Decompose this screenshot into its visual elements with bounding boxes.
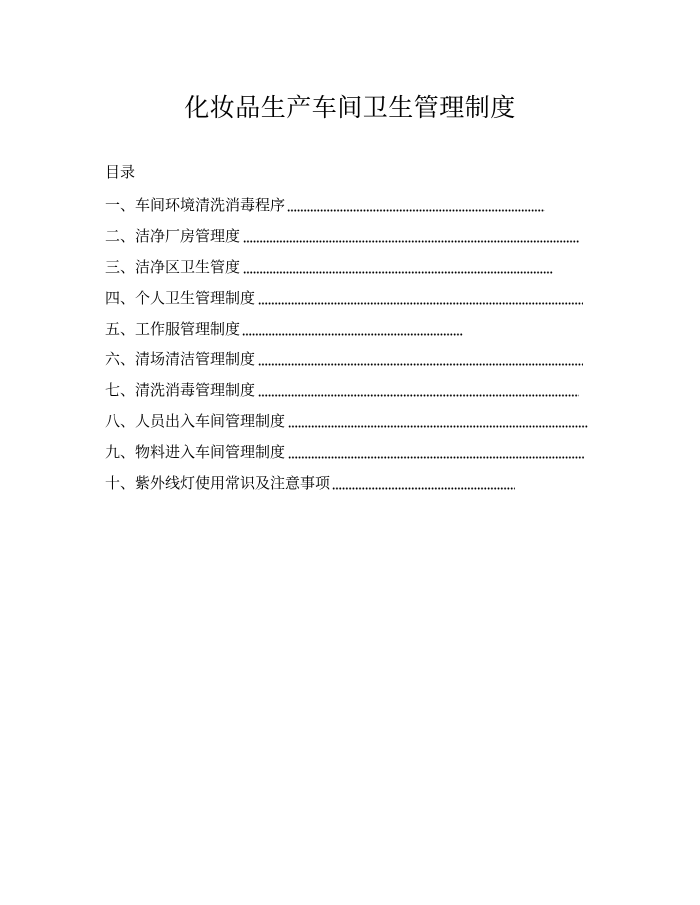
toc-leader-dots bbox=[287, 202, 545, 214]
toc-item-8[interactable] bbox=[105, 406, 588, 437]
document-title: 化妆品生产车间卫生管理制度 bbox=[184, 93, 516, 122]
toc-item-7[interactable] bbox=[105, 375, 588, 406]
toc-heading: 目录 bbox=[105, 163, 136, 181]
toc-item-number: 二、 bbox=[105, 227, 136, 246]
toc-leader-dots bbox=[332, 480, 515, 492]
toc-item-label: 物料进入车间管理制度 bbox=[135, 442, 286, 461]
toc-leader-dots bbox=[242, 326, 463, 338]
toc-item-number: 四、 bbox=[105, 288, 136, 307]
toc-leader-dots bbox=[243, 233, 579, 245]
toc-item-4[interactable] bbox=[105, 282, 588, 313]
toc-item-number: 九、 bbox=[105, 442, 136, 461]
toc-item-number: 五、 bbox=[105, 319, 136, 338]
toc-leader-dots bbox=[258, 356, 583, 368]
toc-item-number: 七、 bbox=[105, 381, 136, 400]
toc-item-label: 清场清洁管理制度 bbox=[135, 350, 256, 369]
toc-item-number: 一、 bbox=[105, 196, 136, 215]
toc-leader-dots bbox=[243, 264, 553, 276]
toc-item-number: 十、 bbox=[105, 473, 136, 492]
table-of-contents bbox=[105, 190, 588, 498]
toc-item-label: 车间环境清洗消毒程序 bbox=[135, 196, 286, 215]
toc-item-label: 人员出入车间管理制度 bbox=[135, 411, 286, 430]
toc-leader-dots bbox=[258, 387, 579, 399]
toc-item-number: 三、 bbox=[105, 257, 136, 276]
toc-item-10[interactable] bbox=[105, 467, 588, 498]
toc-item-label: 工作服管理制度 bbox=[135, 319, 241, 338]
toc-item-number: 八、 bbox=[105, 411, 136, 430]
toc-item-label: 洁净区卫生管度 bbox=[135, 257, 241, 276]
toc-leader-dots bbox=[288, 449, 584, 461]
toc-item-5[interactable] bbox=[105, 313, 588, 344]
toc-item-2[interactable] bbox=[105, 221, 588, 252]
toc-item-1[interactable] bbox=[105, 190, 588, 221]
toc-item-label: 清洗消毒管理制度 bbox=[135, 381, 256, 400]
toc-item-6[interactable] bbox=[105, 344, 588, 375]
toc-item-3[interactable] bbox=[105, 252, 588, 283]
toc-item-label: 洁净厂房管理度 bbox=[135, 227, 241, 246]
toc-item-label: 个人卫生管理制度 bbox=[135, 288, 256, 307]
toc-item-9[interactable] bbox=[105, 436, 588, 467]
toc-leader-dots bbox=[288, 418, 588, 430]
toc-leader-dots bbox=[258, 295, 583, 307]
toc-item-label: 紫外线灯使用常识及注意事项 bbox=[135, 473, 331, 492]
toc-item-number: 六、 bbox=[105, 350, 136, 369]
